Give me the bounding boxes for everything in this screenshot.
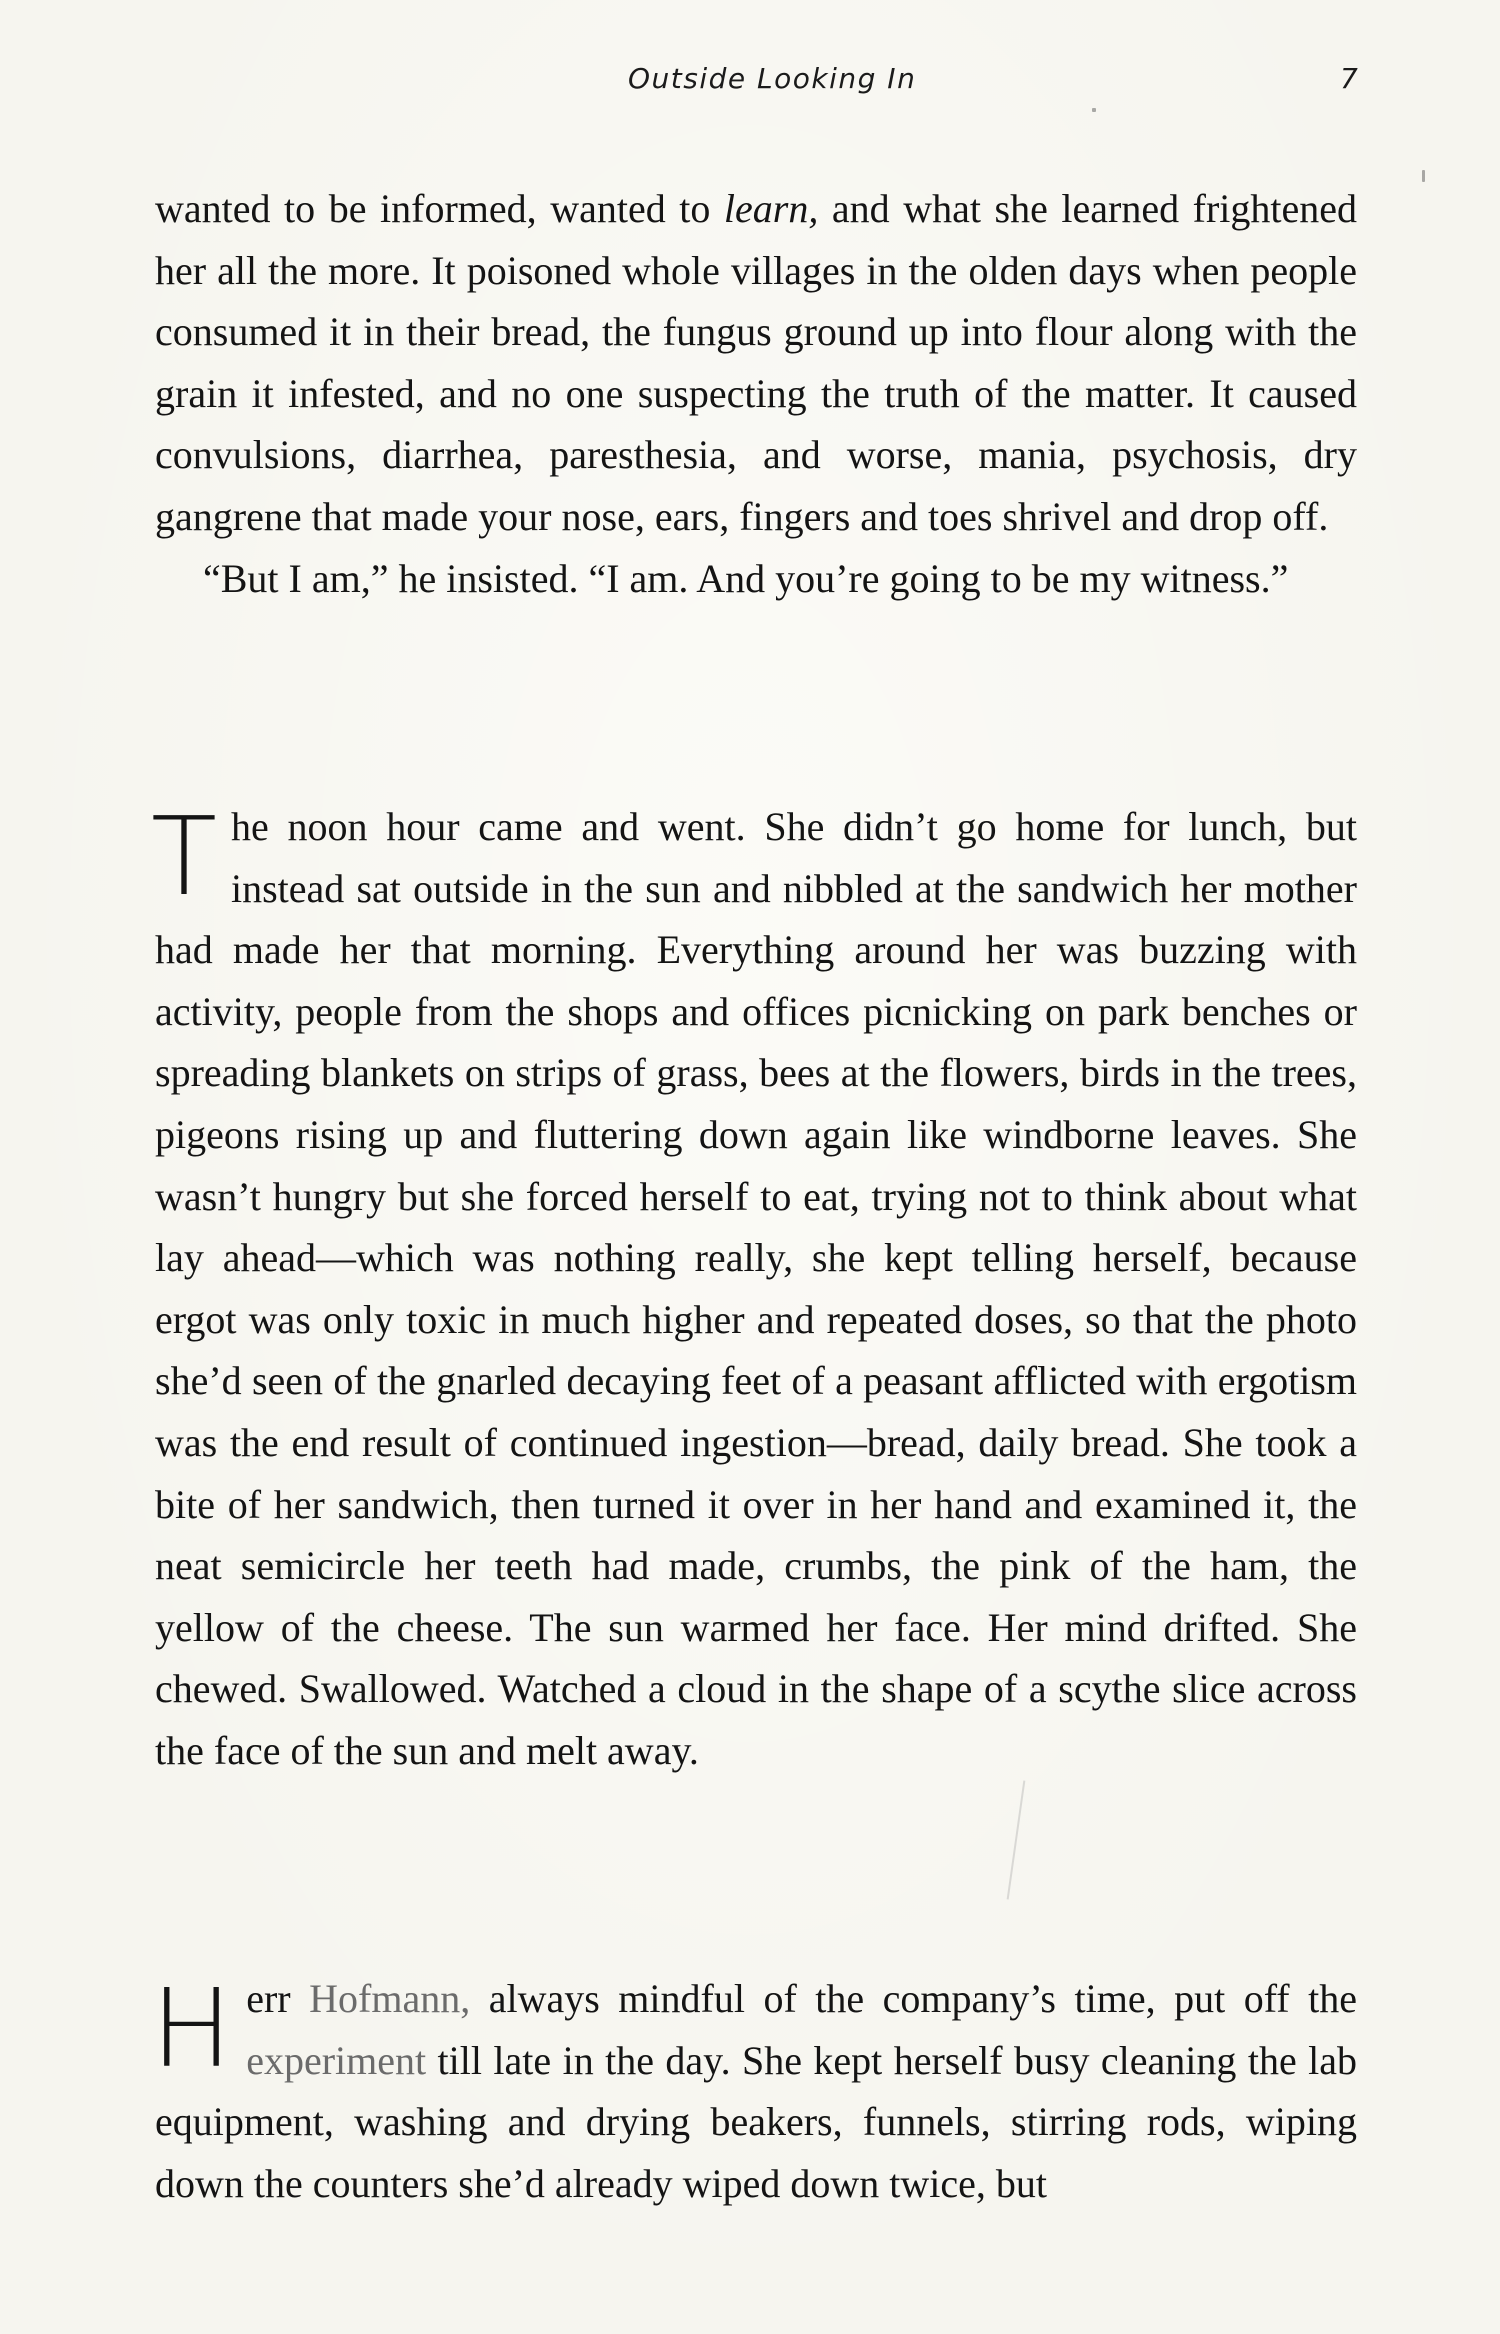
paragraph-1-text-b: and what she learned frightened her all the more. It poisoned whole villages in the olden days when people consumed it in their bread, the fungus ground up into flour along with the grain it infested, and no one suspecting the truth of the matter. It caused convulsions, diarrhea, paresthesia, and worse, mania, psychosis, dry gangrene that made your nose, ears, fingers and toes shrivel and drop off. — [155, 186, 1357, 539]
drop-cap-t: T — [151, 795, 217, 920]
page-number: 7 — [1340, 62, 1358, 95]
paragraph-3-lead: he noon hour came and went. — [230, 804, 746, 849]
running-head — [0, 62, 1500, 112]
paragraph-4-mid-faded: experiment — [246, 2037, 427, 2083]
drop-cap-h: H — [151, 1967, 233, 2092]
paragraph-4-lead-b: always mindful of the company’s time, put off the — [470, 1976, 1357, 2021]
paragraph-1-italic: learn, — [723, 186, 819, 231]
section-3 — [151, 1967, 1357, 2214]
section-2 — [151, 795, 1358, 1782]
running-title: Outside Looking In — [628, 62, 917, 95]
paragraph-1-text-a: wanted to be informed, wanted to — [155, 186, 724, 231]
paragraph-4 — [151, 1967, 1357, 2214]
paragraph-4-lead-faded: Hofmann, — [309, 1976, 471, 2021]
paragraph-4-body: till late in the day. She kept herself busy cleaning the lab equipment, washing and drying beakers, funnels, stirring rods, wiping down the counters she’d already wiped down twice, but — [155, 2037, 1357, 2206]
paragraph-4-lead-a: err — [246, 1976, 310, 2021]
paragraph-1 — [155, 178, 1357, 548]
paragraph-3 — [151, 795, 1358, 1782]
paragraph-3-body: She didn’t go home for lunch, but instead sat outside in the sun and nibbled at the sandwich her mother had made her that morning. Everything around her was buzzing with activity, people from the shops and offices picnicking on park benches or spreading blankets on strips of grass, bees at the flowers, birds in the trees, pigeons rising up and fluttering down again like windborne leaves. She wasn’t hungry but she forced herself to eat, trying not to think about what lay ahead—which was nothing really, she kept telling herself, because ergot was only toxic in much higher and repeated doses, so that the photo she’d seen of the gnarled decaying feet of a peasant afflicted with ergotism was the end result of continued ingestion—bread, daily bread. She took a bite of her sandwich, then turned it over in her hand and examined it, the neat semicircle her teeth had made, crumbs, the pink of the ham, the yellow of the cheese. The sun warmed her face. Her mind drifted. She chewed. Swallowed. Watched a cloud in the shape of a scythe slice across the face of the sun and melt away. — [155, 804, 1358, 1773]
section-1 — [155, 178, 1357, 609]
scan-mark — [1007, 1780, 1026, 1899]
scan-speck — [1092, 108, 1096, 112]
scan-speck — [1422, 170, 1425, 182]
paragraph-2: “But I am,” he insisted. “I am. And you’re going to be my witness.” — [203, 555, 1289, 601]
